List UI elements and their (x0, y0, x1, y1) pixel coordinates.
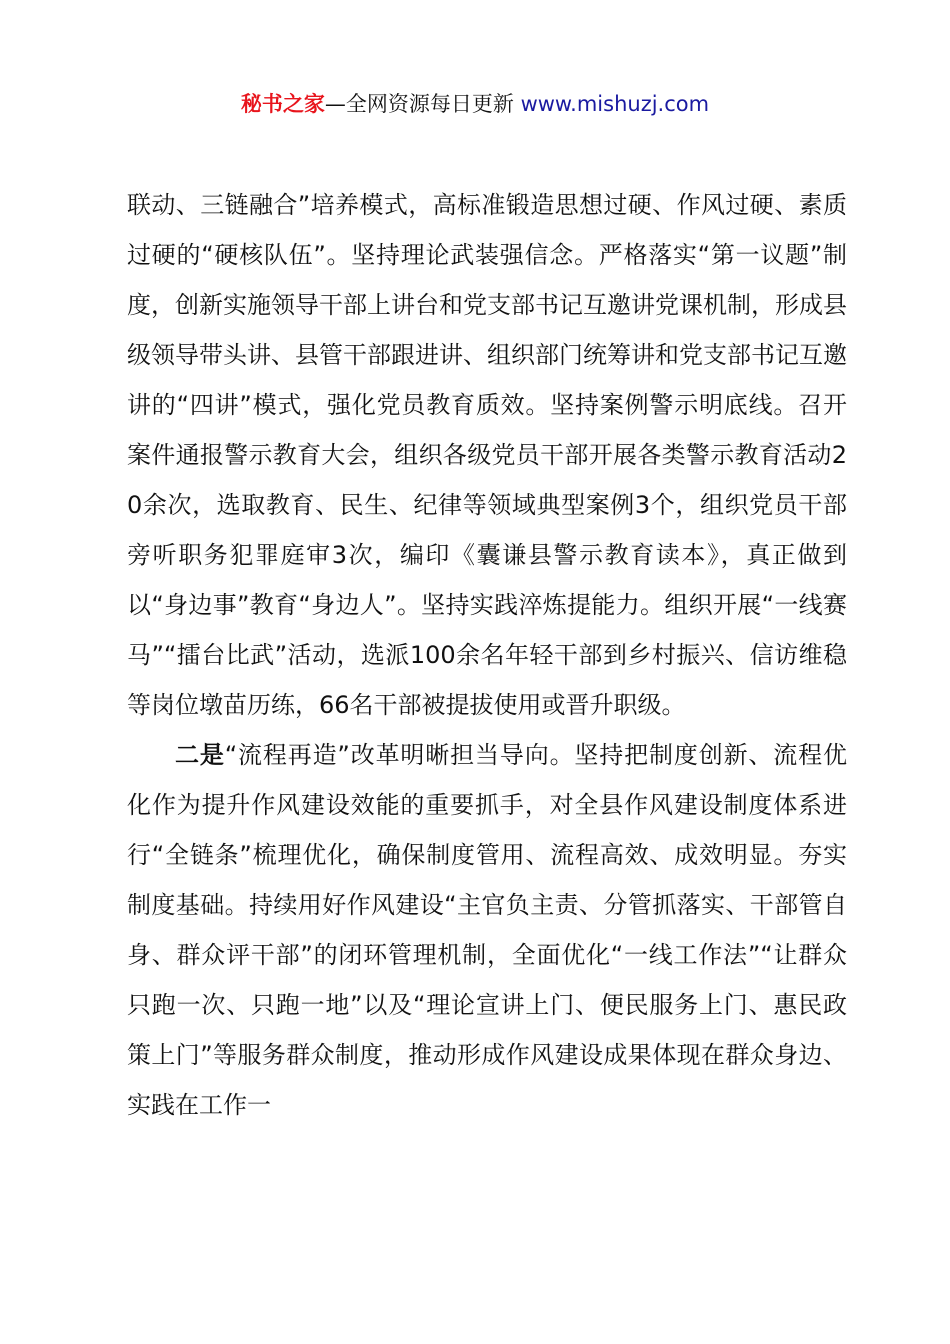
paragraph-text: 联动、三链融合”培养模式，高标准锻造思想过硬、作风过硬、素质过硬的“硬核队伍”。坚持理论武装强信念。严格落实“第一议题”制度，创新实施领导干部上讲台和党支部书记互邀讲党课机制，形成县级领导带头讲、县管干部跟进讲、组织部门统筹讲和党支部书记互邀讲的“四讲”模式，强化党员教育质效。坚持案例警示明底线。召开案件通报警示教育大会，组织各级党员干部开展各类警示教育活动20余次，选取教育、民生、纪律等领域典型案例3个，组织党员干部旁听职务犯罪庭审3次，编印《囊谦县警示教育读本》，真正做到以“身边事”教育“身边人”。坚持实践淬炼提能力。组织开展“一线赛马”“擂台比武”活动，选派100余名年轻干部到乡村振兴、信访维稳等岗位墩苗历练，66名干部被提拔使用或晋升职级。 (127, 191, 847, 719)
paragraph-text: “流程再造”改革明晰担当导向。坚持把制度创新、流程优化作为提升作风建设效能的重要抓手，对全县作风建设制度体系进行“全链条”梳理优化，确保制度管用、流程高效、成效明显。夯实制度基础。持续用好作风建设“主官负主责、分管抓落实、干部管自身、群众评干部”的闭环管理机制，全面优化“一线工作法”“让群众只跑一次、只跑一地”以及“理论宣讲上门、便民服务上门、惠民政策上门”等服务群众制度，推动形成作风建设成果体现在群众身边、实践在工作一 (127, 741, 847, 1119)
header-url-link[interactable]: www.mishuzj.com (520, 92, 710, 116)
paragraph-continued (127, 180, 847, 730)
paragraph-lead: 二是 (175, 741, 225, 769)
document-body (127, 180, 847, 1130)
page-header (0, 88, 950, 120)
header-brand: 秘书之家 (240, 92, 325, 116)
header-tagline: —全网资源每日更新 (324, 92, 514, 116)
paragraph-section-two (127, 730, 847, 1130)
